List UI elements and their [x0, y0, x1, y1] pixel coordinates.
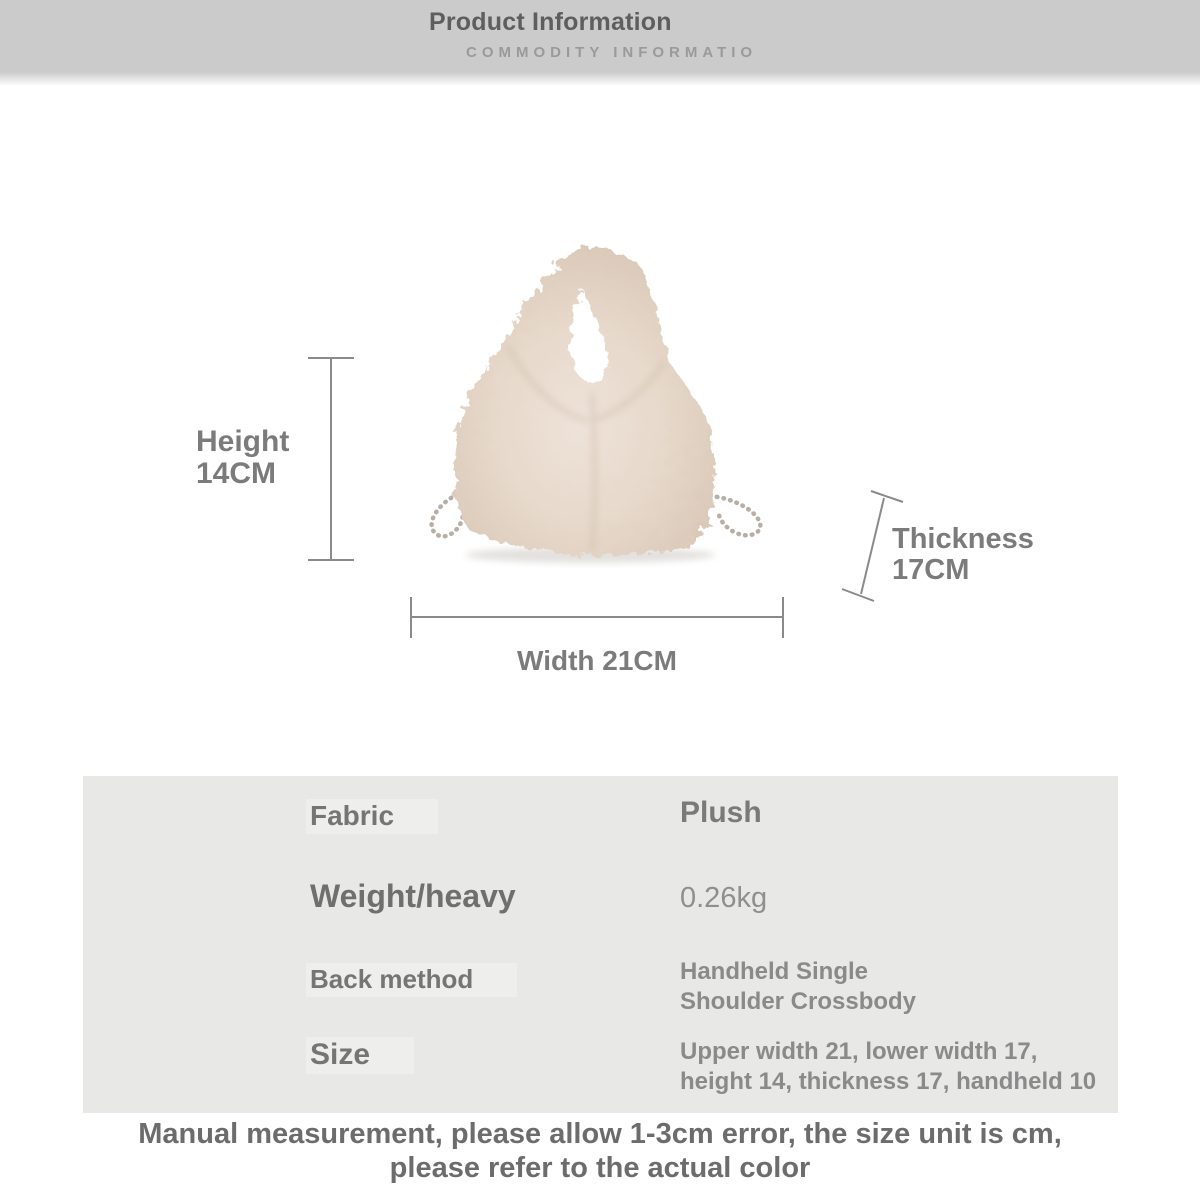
spec-value-back-method: [680, 957, 916, 1017]
note-line-1: Manual measurement, please allow 1-3cm error, the size unit is cm,: [138, 1118, 1062, 1150]
width-dimension-line: [411, 597, 783, 638]
page-subtitle: COMMODITY INFORMATIO: [466, 44, 758, 61]
measurement-note: [0, 1117, 1200, 1185]
spec-value-weight: 0.26kg: [680, 882, 768, 914]
plush-bag-image: [415, 233, 785, 568]
spec-table: [83, 776, 1118, 1113]
spec-label-weight: Weight/heavy: [310, 878, 516, 914]
height-dimension-label: Height 14CM: [196, 425, 290, 490]
size-line-2: height 14, thickness 17, handheld 10: [680, 1068, 1097, 1095]
back-method-line-2: Shoulder Crossbody: [680, 988, 917, 1015]
product-figure: [0, 86, 1200, 776]
chain-right-icon: [710, 496, 760, 535]
spec-label-size: Size: [310, 1038, 414, 1072]
width-dimension-label: Width 21CM: [517, 645, 677, 676]
bag-body: [454, 245, 714, 555]
spec-label-back-method: Back method: [310, 964, 517, 995]
spec-value-size: [680, 1037, 1096, 1097]
back-method-line-1: Handheld Single: [680, 958, 869, 985]
height-dimension-line: [308, 358, 354, 560]
size-line-1: Upper width 21, lower width 17,: [680, 1038, 1038, 1065]
header-band: [0, 0, 1200, 86]
spec-value-fabric: Plush: [680, 796, 762, 829]
note-line-2: please refer to the actual color: [389, 1152, 811, 1184]
thickness-dimension-label: Thickness 17CM: [892, 523, 1034, 586]
page-title: Product Information: [429, 8, 672, 36]
spec-label-fabric: Fabric: [310, 800, 438, 832]
